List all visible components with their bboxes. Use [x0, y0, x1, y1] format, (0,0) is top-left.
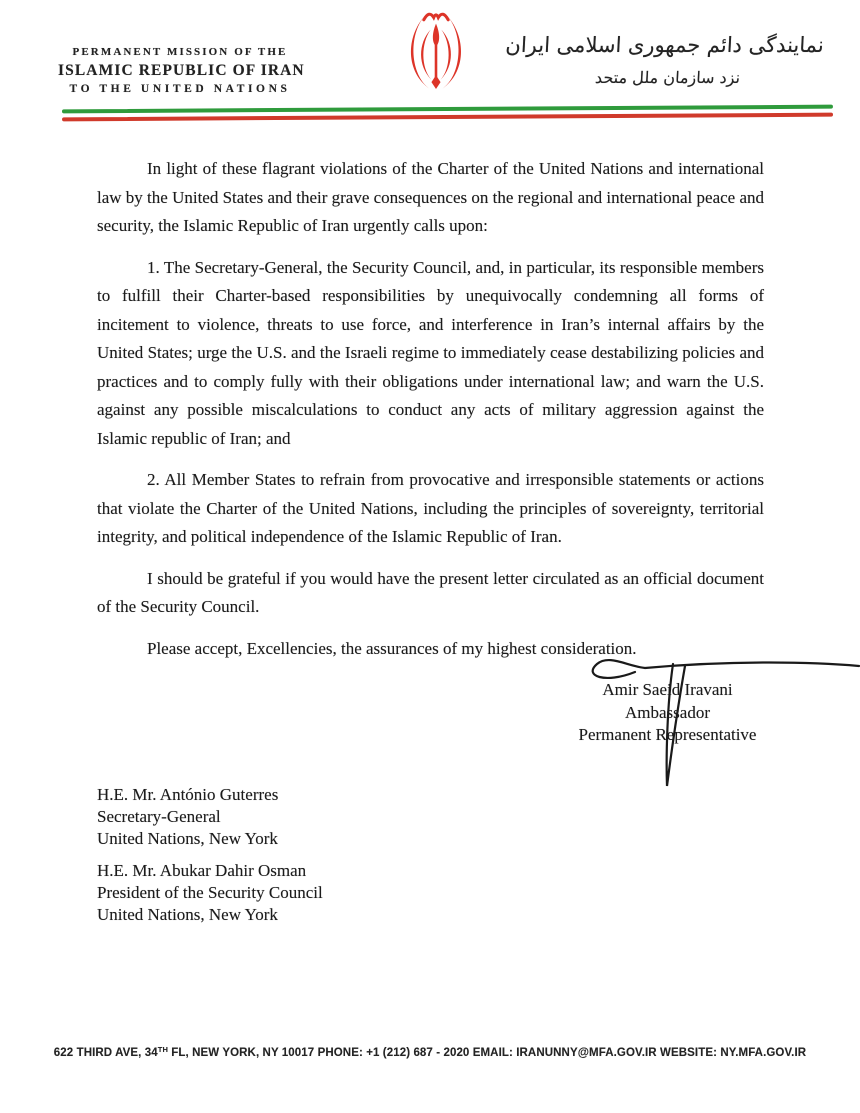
addressee-name: H.E. Mr. Abukar Dahir Osman [97, 861, 307, 880]
mission-name-line2: ISLAMIC REPUBLIC OF IRAN [58, 62, 305, 79]
addressee-section [97, 784, 323, 936]
paragraph-request: I should be grateful if you would have the present letter circulated as an official document of the Security Council. [97, 568, 764, 616]
persian-line2: نزد سازمان ملل متحد [594, 68, 741, 87]
letter-body [97, 155, 764, 676]
mission-name-block [58, 46, 305, 95]
addressee-title: President of the Security Council [97, 883, 323, 902]
footer-ordinal-suffix: TH [157, 1045, 168, 1054]
addressee-location: United Nations, New York [97, 829, 278, 848]
paragraph-point-2: 2. All Member States to refrain from provocative and irresponsible statements or actions that violate the Charter of the United Nations, including the principles of sovereignty, territorial integrity, and political independence of the Islamic Republic of Iran. [97, 470, 764, 546]
addressee-secretary-general [97, 784, 323, 850]
paragraph-point-1: 1. The Secretary-General, the Security Council, and, in particular, its responsible members to fulfill their Charter-based responsibilities by unequivocally condemning all forms of incitement to violence, threats to use force, and interference in Iran’s internal affairs by the United States; urge the U.S. and the Israeli regime to immediately cease destabilizing policies and practices and to comply fully with their obligations under international law; and warn the U.S. against any possible miscalculations to conduct any acts of military aggression against the Islamic republic of Iran; and [97, 257, 764, 448]
mission-name-line1: PERMANENT MISSION OF THE [72, 46, 288, 58]
footer-contact-line [0, 1045, 860, 1059]
addressee-security-council-president [97, 860, 323, 926]
divider-red-line [62, 113, 833, 122]
handwritten-signature-icon [575, 650, 860, 795]
divider-green-line [62, 105, 833, 114]
mission-name-line3: TO THE UNITED NATIONS [69, 83, 291, 95]
addressee-title: Secretary-General [97, 807, 221, 826]
signatory-name: Amir Saeid Iravani [602, 680, 733, 699]
paragraph-intro: In light of these flagrant violations of the Charter of the United Nations and international law by the United States and their grave consequences on the regional and international peace and security, the Islamic Republic of Iran urgently calls upon: [97, 159, 765, 235]
signatory-title-ambassador: Ambassador [625, 702, 710, 722]
footer-address-pre: 622 THIRD AVE, 34 [53, 1047, 158, 1059]
footer-address-post: FL, NEW YORK, NY 10017 PHONE: +1 (212) 687 - 2020 EMAIL: IRANUNNY@MFA.GOV.IR WEBSITE: NY.MFA.GOV.IR [167, 1047, 807, 1059]
letterhead-divider [62, 105, 833, 122]
persian-mission-name [506, 27, 824, 93]
iran-emblem-icon [398, 8, 474, 100]
addressee-location: United Nations, New York [97, 905, 278, 924]
signatory-title-permanent-representative: Permanent Representative [578, 725, 757, 744]
paragraph-closing: Please accept, Excellencies, the assurances of my highest consideration. [147, 638, 637, 658]
addressee-name: H.E. Mr. António Guterres [97, 785, 279, 804]
persian-line1: نمایندگی دائم جمهوری اسلامی ایران [504, 33, 825, 57]
